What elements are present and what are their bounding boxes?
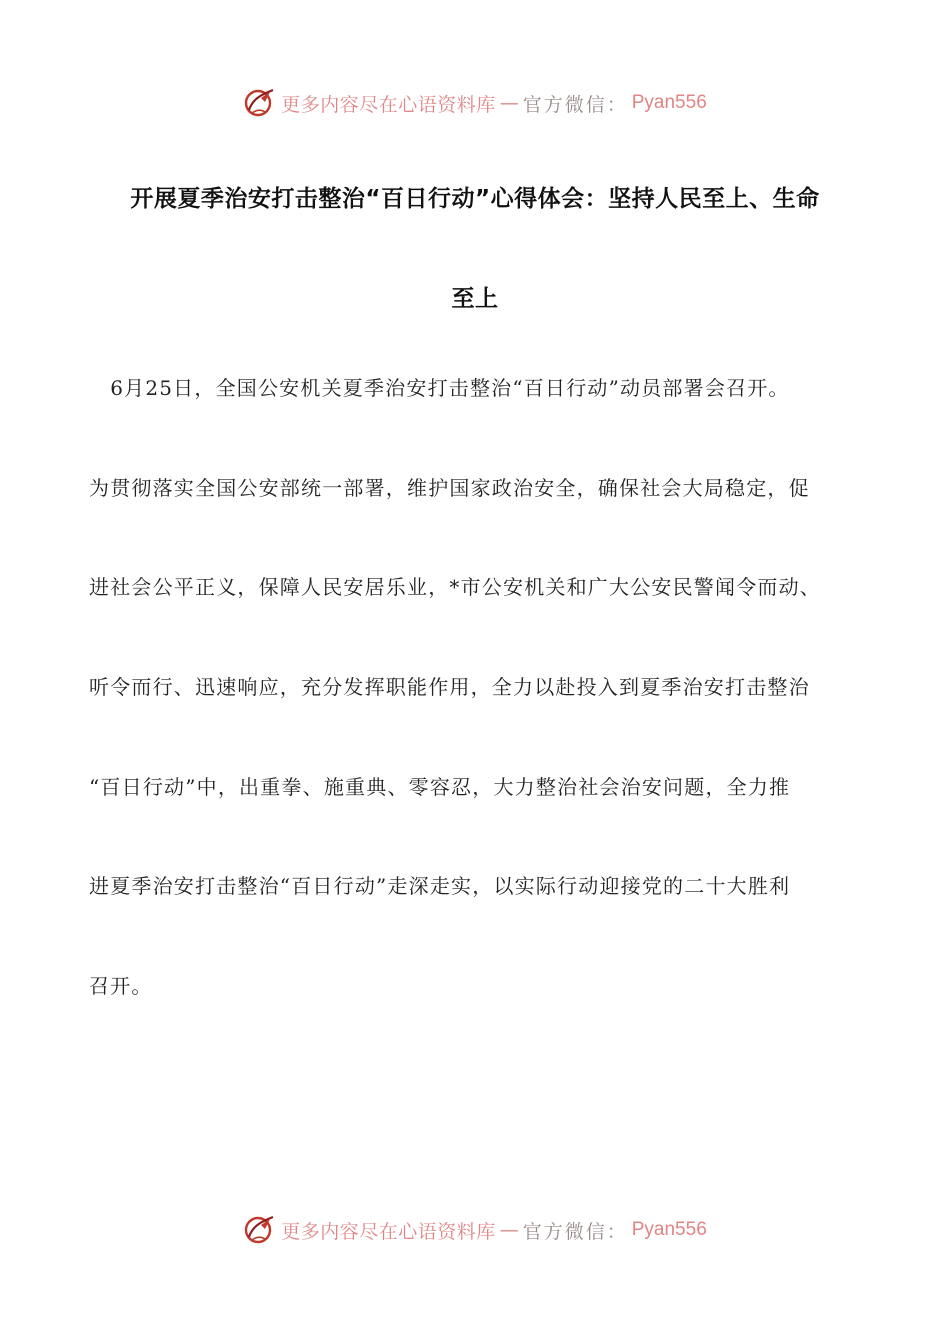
body-line: 进社会公平正义，保障人民安居乐业，*市公安机关和广大公安民警闻令而动、 bbox=[89, 575, 821, 599]
body-line: 6月25日，全国公安机关夏季治安打击整治“百日行动”动员部署会召开。 bbox=[89, 376, 790, 400]
watermark-dash: — bbox=[499, 92, 519, 114]
pen-nib-swirl-icon bbox=[243, 86, 277, 120]
watermark-wechat-id: Pyan556 bbox=[631, 1219, 707, 1240]
header-watermark bbox=[0, 86, 950, 120]
watermark-site-text: 更多内容尽在心语资料库 bbox=[281, 93, 496, 116]
body-line: 为贯彻落实全国公安部统一部署，维护国家政治安全，确保社会大局稳定，促 bbox=[89, 476, 810, 500]
pen-nib-swirl-icon bbox=[243, 1213, 277, 1247]
watermark-dash: — bbox=[499, 1219, 519, 1241]
body-line: “百日行动”中，出重拳、施重典、零容忍，大力整治社会治安问题，全力推 bbox=[89, 775, 791, 799]
document-title-line-2: 至上 bbox=[451, 286, 499, 312]
watermark-label: 官方微信： bbox=[522, 93, 628, 116]
body-line: 听令而行、迅速响应，充分发挥职能作用，全力以赴投入到夏季治安打击整治 bbox=[89, 675, 810, 699]
watermark-wechat-id: Pyan556 bbox=[631, 92, 707, 113]
body-line: 召开。 bbox=[89, 974, 153, 998]
document-title-line-1: 开展夏季治安打击整治“百日行动”心得体会：坚持人民至上、生命 bbox=[130, 186, 820, 212]
body-line: 进夏季治安打击整治“百日行动”走深走实，以实际行动迎接党的二十大胜利 bbox=[89, 874, 791, 898]
watermark-site-text: 更多内容尽在心语资料库 bbox=[281, 1220, 496, 1243]
footer-watermark bbox=[0, 1213, 950, 1247]
watermark-label: 官方微信： bbox=[522, 1220, 628, 1243]
